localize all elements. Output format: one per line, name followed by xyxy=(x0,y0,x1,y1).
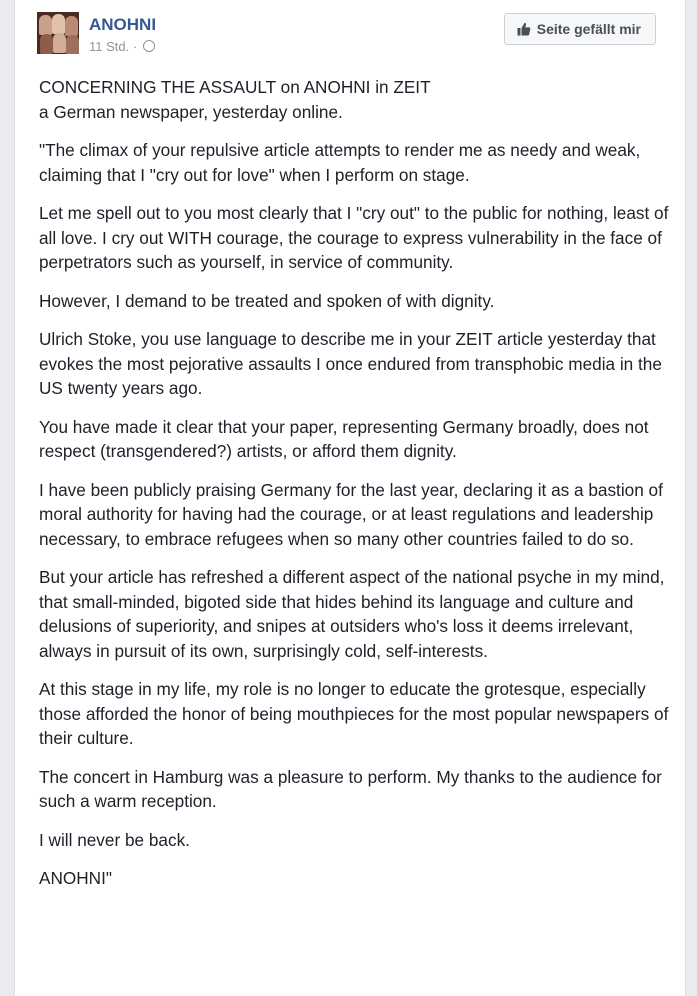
thumbs-up-icon xyxy=(517,22,531,36)
like-page-label: Seite gefällt mir xyxy=(536,21,641,37)
author-name[interactable]: ANOHNI xyxy=(89,15,157,34)
post-body xyxy=(39,75,675,905)
post-paragraph: ANOHNI" xyxy=(39,868,112,888)
post-paragraph: You have made it clear that your paper, representing Germany broadly, does not respect (transgendered?) artists, or afford them dignity. xyxy=(39,416,649,461)
post-paragraph: But your article has refreshed a different aspect of the national psyche in my mind, that small-minded, bigoted side that hides behind its language and culture and delusions of superiority, and snipes at outsiders who's loss it deems irrelevant, always in pursuit of its own, surprisingly cold, self-interests. xyxy=(39,567,665,661)
post-paragraph: I will never be back. xyxy=(39,829,190,850)
like-page-button[interactable] xyxy=(504,13,656,45)
avatar[interactable] xyxy=(37,12,79,54)
post-card xyxy=(14,0,686,996)
post-paragraph: Ulrich Stoke, you use language to describe me in your ZEIT article yesterday that evokes the most pejorative assaults I once endured from transphobic media in the US twenty years ago. xyxy=(39,329,662,398)
post-paragraph: I have been publicly praising Germany for the last year, declaring it as a bastion of moral authority for having had the courage, or at least regulations and leadership necessary, to embrace refugees when so many other countries failed to do so. xyxy=(39,479,663,549)
post-paragraph: At this stage in my life, my role is no longer to educate the grotesque, especially those afforded the honor of being mouthpieces for the most popular newspapers of their culture. xyxy=(39,679,669,748)
post-meta xyxy=(89,39,155,54)
globe-icon xyxy=(143,40,155,52)
timestamp[interactable]: 11 Std. · xyxy=(89,39,138,54)
post-paragraph: CONCERNING THE ASSAULT on ANOHNI in ZEIT a German newspaper, yesterday online. xyxy=(39,77,431,122)
post-paragraph: However, I demand to be treated and spoken of with dignity. xyxy=(39,290,495,311)
post-paragraph: "The climax of your repulsive article attempts to render me as needy and weak, claiming that I "cry out for love" when I perform on stage. xyxy=(39,140,641,185)
post-paragraph: The concert in Hamburg was a pleasure to perform. My thanks to the audience for such a warm reception. xyxy=(39,766,662,811)
post-paragraph: Let me spell out to you most clearly that I "cry out" to the public for nothing, least of all love. I cry out WITH courage, the courage to express vulnerability in the face of perpetrators such as yourself, in service of community. xyxy=(39,203,669,272)
